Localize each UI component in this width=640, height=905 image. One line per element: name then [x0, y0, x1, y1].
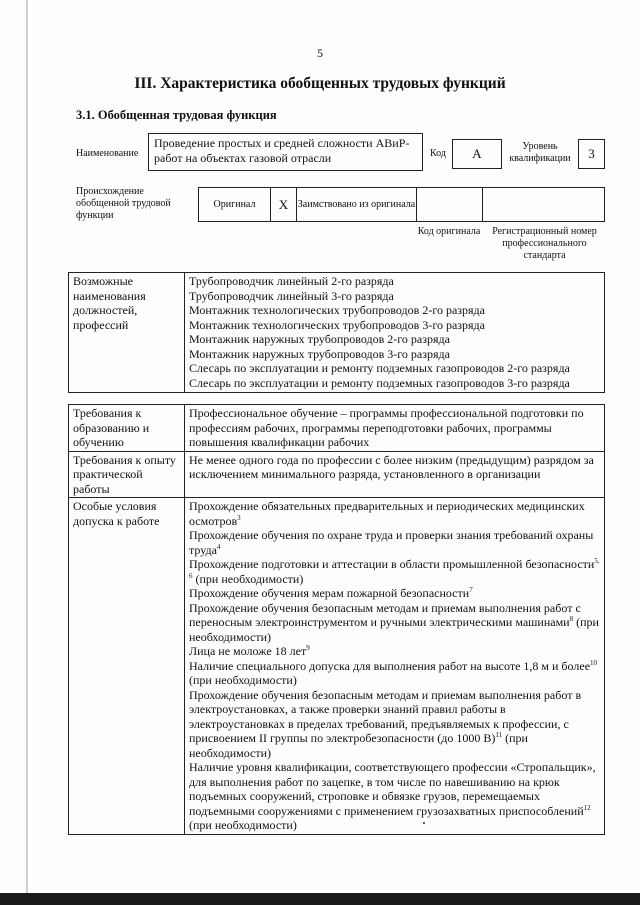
list-item: Трубопроводчик линейный 2-го разряда: [189, 274, 394, 288]
subsection-title: 3.1. Обобщенная трудовая функция: [76, 108, 277, 122]
list-item: Монтажник наружных трубопроводов 3-го разряда: [189, 346, 450, 361]
list-item: Прохождение подготовки и аттестации в области промышленной безопасности$^{5, 6}$ (при необходимости): [189, 557, 600, 586]
scan-edge: [26, 0, 28, 905]
original-mark-cell: [271, 188, 297, 221]
original-label: Оригинал: [213, 198, 256, 210]
list-item: Прохождение обучения безопасным методам и приемам выполнения работ в электроустановках, а также проверки знаний правил работы в электроустановках в пределах требований, предъявляемых к профессии, с присвоением II группы по электробезопасности (до 1000 В)$^{11}$ (при необходимости): [189, 687, 582, 760]
list-item: Монтажник технологических трубопроводов 2-го разряда: [189, 303, 485, 317]
table-row: [69, 405, 605, 452]
list-item: Монтажник технологических трубопроводов 3-го разряда: [189, 317, 485, 332]
footnote-ref: 8: [569, 615, 574, 623]
reg-number-cell: [483, 188, 604, 221]
level-box: [578, 139, 605, 169]
list-item: Наличие специального допуска для выполнения работ на высоте 1,8 м и более$^{10}$ (при необходимости): [189, 658, 598, 687]
footnote-ref: 5, 6: [189, 557, 600, 580]
scan-speck: [423, 822, 425, 824]
footnote-ref: 10: [590, 658, 598, 667]
page-number: 5: [317, 46, 323, 60]
section-title: III. Характеристика обобщенных трудовых функций: [134, 75, 506, 92]
level-value: 3: [588, 146, 595, 161]
name-label: Наименование: [76, 148, 139, 159]
requirements-table: [68, 404, 605, 835]
experience-value: Не менее одного года по профессии с более низким (предыдущим) разрядом за исключением минимального разряда, установленного в организации: [185, 451, 605, 498]
scan-bottom-edge: [0, 893, 640, 905]
footnote-ref: 7: [469, 586, 473, 594]
origin-label: Происхождение обобщенной трудовой функции: [76, 186, 171, 221]
table-row: [69, 451, 605, 498]
code-original-caption: Код оригинала: [417, 226, 481, 237]
list-item: Прохождение обучения мерам пожарной безопасности$^7$: [189, 586, 473, 600]
list-item: Трубопроводчик линейный 3-го разряда: [189, 288, 394, 303]
footnote-ref: 4: [216, 542, 221, 551]
education-label: Требования к образованию и обучению: [69, 405, 185, 452]
conditions-label: Особые условия допуска к работе: [69, 498, 185, 835]
footnote-ref: 9: [306, 644, 310, 652]
original-label-cell: [199, 188, 271, 221]
code-original-cell: [417, 188, 483, 221]
conditions-list: [185, 498, 605, 835]
experience-label: Требования к опыту практической работы: [69, 451, 185, 498]
function-name-box: [148, 133, 423, 171]
footnote-ref: 12: [583, 803, 591, 812]
list-item: Монтажник наружных трубопроводов 2-го разряда: [189, 332, 450, 346]
list-item: Прохождение обучения безопасным методам и приемам выполнения работ с переносным электроинструментом и ручными электрическими машинами$^8$ (при необходимости): [189, 600, 599, 644]
code-label: Код: [430, 148, 446, 159]
positions-label: Возможные наименования должностей, профессий: [69, 273, 185, 393]
list-item: Слесарь по эксплуатации и ремонту подземных газопроводов 3-го разряда: [189, 375, 570, 390]
positions-list: [185, 273, 605, 393]
function-name-value: Проведение простых и средней сложности АВиР-работ на объектах газовой отрасли: [154, 136, 410, 165]
list-item: Прохождение обучения по охране труда и проверки знания требований охраны труда$^4$: [189, 528, 594, 557]
code-box: [452, 139, 502, 169]
code-value: А: [472, 146, 482, 161]
table-row: [69, 273, 605, 393]
list-item: Слесарь по эксплуатации и ремонту подземных газопроводов 2-го разряда: [189, 361, 570, 375]
positions-table: [68, 272, 605, 393]
footnote-ref: 11: [495, 731, 503, 739]
list-item: Лица не моложе 18 лет$^9$: [189, 644, 310, 658]
borrowed-label: Заимствовано из оригинала: [297, 198, 416, 210]
original-mark: X: [278, 196, 289, 212]
table-row: [69, 498, 605, 835]
footnote-ref: 3: [237, 513, 241, 522]
list-item: Прохождение обязательных предварительных и периодических медицинских осмотров$^3$: [189, 499, 585, 528]
reg-number-caption: Регистрационный номер профессионального стандарта: [492, 226, 597, 261]
level-label: Уровень квалификации: [509, 141, 571, 164]
borrowed-cell: [297, 188, 417, 221]
education-value: Профессиональное обучение – программы профессиональной подготовки по профессиям рабочих, программы переподготовки рабочих, программы повышения квалификации рабочих: [185, 405, 605, 452]
origin-row: [198, 187, 605, 222]
list-item: Наличие уровня квалификации, соответствующего профессии «Стропальщик», для выполнения работ по зацепке, в том числе по навешиванию на крюк подъемных сооружений, строповке и обвязке грузов, перемещаемых подъемными сооружениями с применением грузозахватных приспособлений$^{12}$ (при необходимости): [189, 760, 596, 832]
